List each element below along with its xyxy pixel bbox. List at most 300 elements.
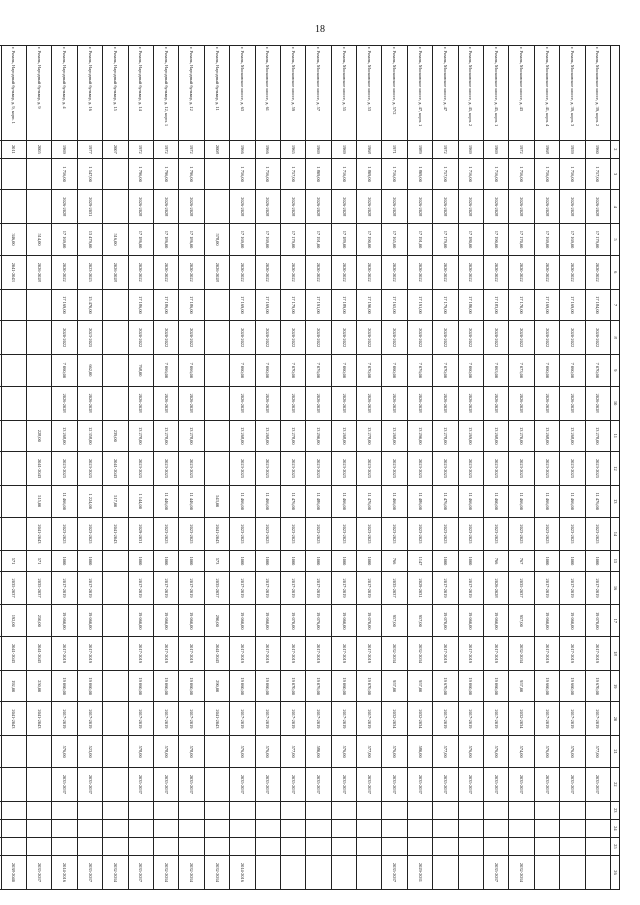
table-cell: 767 — [509, 551, 534, 571]
table-cell: 11 460,00 — [484, 485, 509, 517]
table-cell: 290,00 — [204, 605, 229, 637]
table-cell: 13 268,00 — [255, 420, 280, 452]
table-cell: 17 189,00 — [331, 289, 356, 321]
table-cell: 7 066,00 — [153, 355, 178, 387]
table-cell: 19 060,00 — [128, 670, 153, 702]
table-cell — [230, 801, 255, 819]
column-header: 19 — [611, 670, 620, 702]
table-cell: 1 547,00 — [77, 158, 102, 190]
table-cell — [357, 801, 382, 819]
table-cell — [204, 190, 229, 224]
table-cell: 2023-2025 — [509, 452, 534, 486]
table-cell: 2017-2019 — [77, 571, 102, 605]
table-cell: 19 070,00 — [357, 605, 382, 637]
table-cell: 2035-2037 — [357, 767, 382, 801]
table-cell: 2023-2025 — [585, 517, 610, 551]
column-header: 14 — [611, 517, 620, 551]
table-cell: 2032-2034 — [407, 637, 432, 671]
table-cell: 576,00 — [534, 736, 559, 768]
table-cell: 1 809,00 — [306, 158, 331, 190]
table-cell: 2041-2043 — [1, 637, 26, 671]
table-cell: 7 060,00 — [52, 355, 77, 387]
table-cell: 1000 — [433, 551, 458, 571]
table-cell: 11 486,00 — [407, 485, 432, 517]
table-cell — [509, 801, 534, 819]
table-cell: 2041-2043 — [204, 637, 229, 671]
table-cell: 19 670,00 — [585, 670, 610, 702]
table-row — [509, 46, 534, 890]
table-cell — [128, 801, 153, 819]
table-cell: 576,00 — [458, 736, 483, 768]
table-cell: 1972 — [128, 140, 153, 158]
table-cell: 2026-2028 — [280, 386, 305, 420]
table-cell: 2029-2031 — [407, 855, 432, 889]
address-cell: г. Рязань, Народный бульвар, д. 12, корп. 1 — [153, 46, 178, 141]
table-cell — [458, 819, 483, 837]
table-cell — [204, 452, 229, 486]
table-cell: 2035-2037 — [458, 767, 483, 801]
table-cell — [103, 819, 128, 837]
address-cell — [0, 46, 1, 141]
table-cell — [1, 452, 26, 486]
table-cell — [407, 837, 432, 855]
table-cell: 17 169,00 — [52, 224, 77, 256]
table-cell: 17 191,00 — [306, 289, 331, 321]
table-cell — [0, 517, 1, 551]
table-cell: 2017-2019 — [255, 571, 280, 605]
table-cell: 2023-2025 — [357, 517, 382, 551]
table-cell: 13 278,00 — [585, 420, 610, 452]
table-cell — [0, 255, 1, 289]
table-cell — [1, 158, 26, 190]
column-header: 26 — [611, 855, 620, 889]
table-cell: 2023-2025 — [52, 517, 77, 551]
table-cell: 17 169,00 — [52, 289, 77, 321]
table-cell: 11 466,00 — [534, 485, 559, 517]
table-cell: 2020-2022 — [230, 321, 255, 355]
address-cell: г. Рязань, Народный бульвар, д. 9, корп. 1 — [1, 46, 26, 141]
table-cell: 2020-2022 — [509, 321, 534, 355]
table-cell: 7 060,00 — [331, 355, 356, 387]
table-cell: 576,00 — [560, 736, 585, 768]
table-cell — [230, 819, 255, 837]
table-cell: 11 446,00 — [179, 485, 204, 517]
table-cell: 1972 — [179, 140, 204, 158]
table-cell: 2023-2025 — [153, 452, 178, 486]
table-cell: 2041-2043 — [27, 452, 52, 486]
table-cell: 17 169,00 — [560, 289, 585, 321]
table-row — [153, 46, 178, 890]
table-cell: 19 060,00 — [179, 605, 204, 637]
column-header: 10 — [611, 386, 620, 420]
table-cell: 1000 — [128, 551, 153, 571]
table-cell: 19 060,00 — [77, 670, 102, 702]
table-cell: 1989 — [407, 140, 432, 158]
table-cell: 1 809,00 — [407, 158, 432, 190]
table-cell: 239,00 — [103, 420, 128, 452]
table-cell: 1000 — [560, 551, 585, 571]
table-cell: 2029-2031 — [407, 571, 432, 605]
table-cell — [128, 837, 153, 855]
table-cell: 1969 — [331, 140, 356, 158]
table-cell — [52, 801, 77, 819]
table-cell: 11 466,00 — [560, 485, 585, 517]
column-header: 7 — [611, 289, 620, 321]
table-cell: 2026-2028 — [153, 190, 178, 224]
table-cell: 17 191,00 — [306, 224, 331, 256]
table-cell: 7 060,00 — [458, 355, 483, 387]
table-cell — [103, 571, 128, 605]
table-cell: 2020-2022 — [331, 321, 356, 355]
table-cell: 2017-2019 — [331, 702, 356, 736]
table-cell — [204, 819, 229, 837]
table-cell: 19 076,00 — [306, 670, 331, 702]
table-cell: 577,00 — [585, 736, 610, 768]
table-cell: 2017-2019 — [280, 702, 305, 736]
table-cell: 13 268,00 — [230, 420, 255, 452]
address-cell: г. Рязань, Московское шоссе, д. 63 — [230, 46, 255, 141]
table-cell: 1 796,00 — [128, 158, 153, 190]
table-cell: 13 278,00 — [433, 420, 458, 452]
table-cell: 1000 — [230, 551, 255, 571]
table-cell: 1 224,00 — [77, 485, 102, 517]
table-cell — [1, 190, 26, 224]
table-cell: 2035-2037 — [560, 767, 585, 801]
table-cell: 2023-2025 — [331, 517, 356, 551]
column-header: 15 — [611, 551, 620, 571]
table-cell: 17 186,00 — [179, 224, 204, 256]
table-cell — [204, 420, 229, 452]
table-cell: 574,00 — [509, 736, 534, 768]
table-cell: 2020-2022 — [484, 321, 509, 355]
table-cell: 2035-2037 — [534, 767, 559, 801]
table-cell — [1, 485, 26, 517]
table-cell: 576,00 — [52, 736, 77, 768]
table-cell: 17 165,00 — [382, 289, 407, 321]
table-cell: 2035-2037 — [77, 767, 102, 801]
table-cell — [534, 855, 559, 889]
table-cell — [153, 837, 178, 855]
table-cell: 2023-2025 — [230, 452, 255, 486]
table-cell: 2026-2028 — [77, 386, 102, 420]
table-cell: 2032-2034 — [509, 637, 534, 671]
table-cell — [103, 289, 128, 321]
table-cell: 13 268,00 — [52, 420, 77, 452]
table-cell: 577,00 — [433, 736, 458, 768]
table-cell: 1 796,00 — [153, 158, 178, 190]
table-cell — [509, 819, 534, 837]
table-cell — [27, 819, 52, 837]
table-cell — [357, 837, 382, 855]
table-cell: 2026-2028 — [509, 190, 534, 224]
table-cell: 1000 — [280, 551, 305, 571]
table-cell: 768,00 — [128, 355, 153, 387]
table-cell — [585, 801, 610, 819]
table-cell: 2017-2019 — [433, 571, 458, 605]
table-cell: 2020-2022 — [433, 321, 458, 355]
table-cell — [1, 801, 26, 819]
table-cell — [52, 837, 77, 855]
table-cell: 7 070,00 — [585, 355, 610, 387]
table-cell — [280, 819, 305, 837]
table-cell: 2035-2037 — [128, 855, 153, 889]
address-cell: г. Рязань, Московское шоссе, д. 53 — [357, 46, 382, 141]
table-row — [103, 46, 128, 890]
table-cell — [1, 767, 26, 801]
table-cell: 2023-2025 — [280, 517, 305, 551]
table-cell: 1 796,00 — [179, 158, 204, 190]
table-row — [255, 46, 280, 890]
column-header: 24 — [611, 819, 620, 837]
table-row — [306, 46, 331, 890]
table-cell: 957,00 — [509, 605, 534, 637]
table-cell: 2035-2037 — [1, 571, 26, 605]
table-cell: 192,00 — [1, 670, 26, 702]
table-cell: 1972 — [509, 140, 534, 158]
table-cell: 15 470,00 — [77, 289, 102, 321]
column-header: 17 — [611, 605, 620, 637]
column-header: 25 — [611, 837, 620, 855]
table-cell — [433, 837, 458, 855]
table-cell: 17 179,00 — [280, 289, 305, 321]
table-cell: 1 144,00 — [128, 485, 153, 517]
table-cell — [306, 801, 331, 819]
table-cell: 2017-2019 — [433, 637, 458, 671]
table-cell: 2026-2028 — [179, 386, 204, 420]
table-cell — [204, 736, 229, 768]
table-cell: 2017-2019 — [255, 702, 280, 736]
table-cell: 17 186,00 — [153, 224, 178, 256]
table-cell — [0, 767, 1, 801]
table-cell: 662,00 — [77, 355, 102, 387]
table-cell — [306, 819, 331, 837]
table-cell — [27, 158, 52, 190]
table-cell: 2035-2037 — [255, 767, 280, 801]
table-cell: 17 179,00 — [433, 289, 458, 321]
table-cell: 2020-2022 — [534, 255, 559, 289]
table-cell — [77, 837, 102, 855]
table-cell: 17 170,00 — [509, 224, 534, 256]
table-row — [128, 46, 153, 890]
table-cell — [1, 420, 26, 452]
table-row — [458, 46, 483, 890]
table-cell: 2026-2028 — [382, 190, 407, 224]
table-cell: 2041-2043 — [103, 452, 128, 486]
table-cell: 2035-2037 — [77, 855, 102, 889]
table-cell: 2026-2028 — [484, 386, 509, 420]
table-cell — [534, 819, 559, 837]
table-cell: 7 073,00 — [509, 355, 534, 387]
table-cell — [534, 837, 559, 855]
address-cell: г. Рязань, Московское шоссе, д. 61 — [255, 46, 280, 141]
table-cell: 11 476,00 — [280, 485, 305, 517]
table-cell: 7 060,00 — [230, 355, 255, 387]
table-cell: 11 466,00 — [331, 485, 356, 517]
table-cell: 2023-2025 — [382, 452, 407, 486]
table-cell: 2017-2019 — [128, 637, 153, 671]
table-cell: 2038-2040 — [1, 855, 26, 889]
repair-schedule-table — [0, 45, 620, 890]
table-row — [52, 46, 77, 890]
table-cell: 19 060,00 — [458, 670, 483, 702]
table-cell: 2020-2022 — [382, 321, 407, 355]
table-cell — [153, 819, 178, 837]
table-cell — [382, 801, 407, 819]
table-cell: 1965 — [280, 140, 305, 158]
table-cell: 2020-2022 — [560, 255, 585, 289]
table-cell: 2020-2022 — [255, 321, 280, 355]
table-cell: 2017-2019 — [52, 637, 77, 671]
table-cell: 1968 — [357, 140, 382, 158]
table-cell: 2020-2022 — [179, 321, 204, 355]
table-cell: 13 278,00 — [153, 420, 178, 452]
table-cell — [103, 736, 128, 768]
table-cell: 2026-2028 — [280, 190, 305, 224]
column-header: 21 — [611, 736, 620, 768]
table-cell: 13 479,00 — [77, 224, 102, 256]
table-cell — [204, 289, 229, 321]
table-cell: 11 466,00 — [458, 485, 483, 517]
table-cell: 2017-2019 — [585, 702, 610, 736]
table-cell: 2014-2016 — [52, 855, 77, 889]
table-cell: 2023-2025 — [407, 517, 432, 551]
table-cell: 13 290,00 — [306, 420, 331, 452]
table-cell: 7 060,00 — [560, 355, 585, 387]
table-cell: 2020-2022 — [128, 255, 153, 289]
table-row — [280, 46, 305, 890]
table-cell: 2035-2037 — [331, 767, 356, 801]
table-cell — [103, 801, 128, 819]
table-cell: 957,00 — [407, 605, 432, 637]
table-cell — [484, 819, 509, 837]
table-cell: 2029-2031 — [77, 190, 102, 224]
table-row — [331, 46, 356, 890]
table-cell: 1000 — [357, 551, 382, 571]
table-cell: 2017-2019 — [331, 637, 356, 671]
table-cell: 7 063,00 — [484, 355, 509, 387]
table-cell — [27, 386, 52, 420]
table-cell: 2035-2037 — [153, 767, 178, 801]
table-cell: 17 191,00 — [407, 289, 432, 321]
column-header: 16 — [611, 571, 620, 605]
table-cell: 2035-2037 — [27, 571, 52, 605]
table-row — [433, 46, 458, 890]
table-cell: 2017-2019 — [560, 571, 585, 605]
table-cell: 2035-2037 — [484, 767, 509, 801]
table-cell: 2017-2019 — [77, 702, 102, 736]
table-cell: 13 268,00 — [331, 420, 356, 452]
table-cell — [0, 485, 1, 517]
table-cell: 2041-2043 — [1, 255, 26, 289]
table-cell: 2017-2019 — [458, 637, 483, 671]
table-cell: 2017-2019 — [128, 702, 153, 736]
table-cell: 1977 — [77, 140, 102, 158]
table-cell: 2023-2025 — [382, 517, 407, 551]
table-cell: 19 660,00 — [534, 670, 559, 702]
table-cell: 19 060,00 — [560, 605, 585, 637]
table-cell — [255, 801, 280, 819]
table-cell: 2017-2019 — [484, 637, 509, 671]
table-cell: 1000 — [153, 551, 178, 571]
table-cell — [0, 837, 1, 855]
table-cell: 17 169,00 — [534, 289, 559, 321]
table-cell — [0, 355, 1, 387]
table-cell: 2017-2019 — [306, 571, 331, 605]
table-cell: 516,00 — [103, 224, 128, 256]
address-cell: г. Рязань, Народный бульвар, д. 14 — [128, 46, 153, 141]
table-cell: 2023-2025 — [280, 452, 305, 486]
table-cell: 19 060,00 — [534, 605, 559, 637]
table-cell: 1 716,00 — [484, 158, 509, 190]
table-cell: 2020-2022 — [255, 255, 280, 289]
table-cell — [357, 819, 382, 837]
table-cell: 19 060,00 — [331, 670, 356, 702]
table-cell: 1968 — [534, 140, 559, 158]
table-cell — [77, 819, 102, 837]
table-cell: 2035-2037 — [230, 767, 255, 801]
table-cell: 19 070,00 — [433, 605, 458, 637]
column-header: 23 — [611, 801, 620, 819]
table-cell — [1, 819, 26, 837]
table-cell: 2017-2019 — [458, 702, 483, 736]
table-row — [77, 46, 102, 890]
table-cell: 192,00 — [1, 605, 26, 637]
column-header: 20 — [611, 702, 620, 736]
table-cell: 17 179,00 — [585, 224, 610, 256]
table-cell: 523,00 — [77, 736, 102, 768]
table-cell: 17 179,00 — [280, 224, 305, 256]
table-cell: 580,00 — [407, 736, 432, 768]
table-cell: 1147 — [407, 551, 432, 571]
table-cell: 2026-2028 — [357, 190, 382, 224]
column-header: 11 — [611, 420, 620, 452]
table-cell: 13 278,00 — [128, 420, 153, 452]
table-cell — [1, 736, 26, 768]
table-cell: 2020-2022 — [280, 321, 305, 355]
table-cell — [1, 321, 26, 355]
table-cell — [484, 801, 509, 819]
address-cell: г. Рязань, Московское шоссе, д. 39, корп. 2 — [585, 46, 610, 141]
table-cell: 2026-2028 — [534, 190, 559, 224]
table-cell: 2035-2037 — [280, 767, 305, 801]
table-cell: 1000 — [306, 551, 331, 571]
table-cell: 2026-2028 — [103, 255, 128, 289]
table-cell: 290,00 — [204, 670, 229, 702]
table-cell — [52, 819, 77, 837]
table-cell — [103, 637, 128, 671]
table-cell: 2017-2019 — [484, 702, 509, 736]
table-cell: 1000 — [52, 551, 77, 571]
table-cell: 2032-2034 — [204, 855, 229, 889]
table-cell: 19 070,00 — [280, 605, 305, 637]
table-cell: 2017-2019 — [433, 702, 458, 736]
table-cell — [0, 551, 1, 571]
table-cell: 19 060,00 — [153, 670, 178, 702]
table-cell: 2035-2037 — [306, 767, 331, 801]
table-row — [230, 46, 255, 890]
table-cell: 1 716,00 — [382, 158, 407, 190]
table-cell: 2007 — [103, 140, 128, 158]
column-header: 13 — [611, 485, 620, 517]
column-header: 2 — [611, 140, 620, 158]
table-cell: 2017-2019 — [357, 637, 382, 671]
table-cell — [280, 855, 305, 889]
table-row — [0, 46, 1, 890]
table-row — [407, 46, 432, 890]
table-cell: 1 756,00 — [534, 158, 559, 190]
table-cell: 2020-2022 — [357, 255, 382, 289]
table-cell: 19 660,00 — [560, 670, 585, 702]
